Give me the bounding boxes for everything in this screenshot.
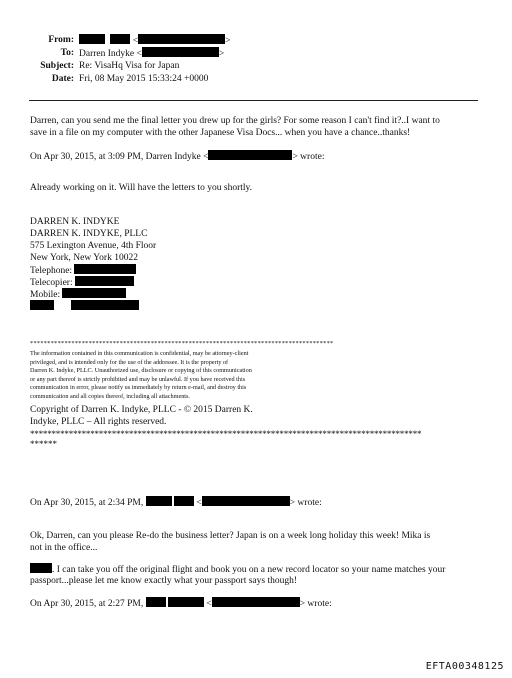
document-id-stamp: EFTA00348125 [425, 661, 504, 672]
sig-redacted-line [30, 300, 139, 313]
redaction-box [138, 34, 225, 44]
quote3-prefix: On Apr 30, 2015, at 2:27 PM, [30, 599, 144, 609]
subject-label: Subject: [40, 61, 74, 71]
sig-fax-label: Telecopier: [30, 278, 73, 288]
redaction-box [75, 276, 134, 286]
stars-divider-tail: ****** [30, 439, 57, 449]
quote1-header [30, 150, 324, 163]
redaction-box [30, 300, 54, 310]
quote3-header [30, 597, 332, 610]
date-value: Fri, 08 May 2015 15:33:24 +0000 [79, 74, 209, 84]
from-gt: > [225, 36, 231, 46]
from-label: From: [48, 35, 74, 45]
header-divider [29, 100, 478, 101]
redaction-box [212, 597, 300, 607]
confidentiality-line1: The information contained in this communication is confidential, may be attorney-client [30, 350, 249, 357]
redaction-box [208, 150, 292, 160]
redaction-box [202, 496, 290, 506]
quote2-header [30, 496, 322, 509]
redaction-box [79, 34, 105, 44]
reply1-text: Already working on it. Will have the letters to you shortly. [30, 183, 253, 193]
redaction-box [30, 563, 52, 573]
confidentiality-line5: communication in error, please notify us immediately by return e-mail, and destroy this [30, 384, 247, 391]
confidentiality-line2: privileged, and is intended only for the use of the addressee. It is the property of [30, 358, 229, 366]
para3-text: . I can take you off the original flight and book you on a new record locator so your name matches your [52, 565, 446, 575]
body-para3-line2: passport...please let me know exactly what your passport says though! [30, 576, 297, 586]
confidentiality-line4: or any part thereof is strictly prohibited and may be unlawful. If you have received this [30, 375, 246, 383]
redaction-box [71, 300, 139, 310]
redaction-box [168, 597, 204, 607]
redaction-box [142, 47, 219, 57]
redaction-box [174, 496, 194, 506]
sig-addr2: New York, New York 10022 [30, 253, 138, 263]
from-lt: < [132, 36, 139, 46]
to-label: To: [60, 48, 74, 58]
copyright-line1: Copyright of Darren K. Indyke, PLLC - © 2015 Darren K. [30, 405, 253, 415]
quote2-suffix: > wrote: [289, 498, 322, 508]
stars-divider-long: ******************************************************************************************* [30, 429, 422, 439]
copyright-line2: Indyke, PLLC – All rights reserved. [30, 417, 167, 427]
sig-tel-label: Telephone: [30, 266, 73, 276]
quote3-lt: < [206, 599, 212, 609]
redaction-box [110, 34, 130, 44]
body-para2-line1: Ok, Darren, can you please Re-do the business letter? Japan is on a week long holiday this week! Mika is [30, 531, 431, 541]
to-value [79, 47, 224, 60]
subject-value: Re: VisaHq Visa for Japan [79, 61, 180, 71]
quote2-lt: < [196, 498, 202, 508]
redaction-box [146, 597, 166, 607]
quote3-suffix: > wrote: [299, 599, 332, 609]
sig-firm: DARREN K. INDYKE, PLLC [30, 229, 148, 239]
stars-divider-short: **************************************************************************************** [30, 340, 334, 347]
body-para1-line2: save in a file on my computer with the other Japanese Visa Docs... when you have a chance..thanks! [30, 128, 411, 138]
to-gt: > [218, 49, 225, 59]
quote1-prefix: On Apr 30, 2015, at 3:09 PM, Darren Indyke < [30, 152, 209, 162]
redaction-box [146, 496, 172, 506]
quote1-suffix: > wrote: [292, 152, 325, 162]
sig-addr1: 575 Lexington Avenue, 4th Floor [30, 241, 157, 251]
to-name: Darren Indyke < [79, 49, 142, 59]
sig-name: DARREN K. INDYKE [30, 217, 120, 227]
date-label: Date: [51, 74, 74, 84]
sig-mobile-label: Mobile: [30, 290, 61, 300]
quote2-prefix: On Apr 30, 2015, at 2:34 PM, [30, 498, 144, 508]
body-para1-line1: Darren, can you send me the final letter you drew up for the girls? For some reason I can't find it?..I want to [30, 116, 440, 126]
confidentiality-line6: communication and all copies thereof, including all attachments. [30, 392, 190, 400]
from-value [79, 34, 230, 47]
redaction-box [74, 264, 136, 274]
redaction-box [62, 288, 126, 298]
body-para2-line2: not in the office... [30, 543, 98, 553]
confidentiality-line3: Darren K. Indyke, PLLC. Unauthorized use, disclosure or copying of this communication [30, 367, 252, 374]
